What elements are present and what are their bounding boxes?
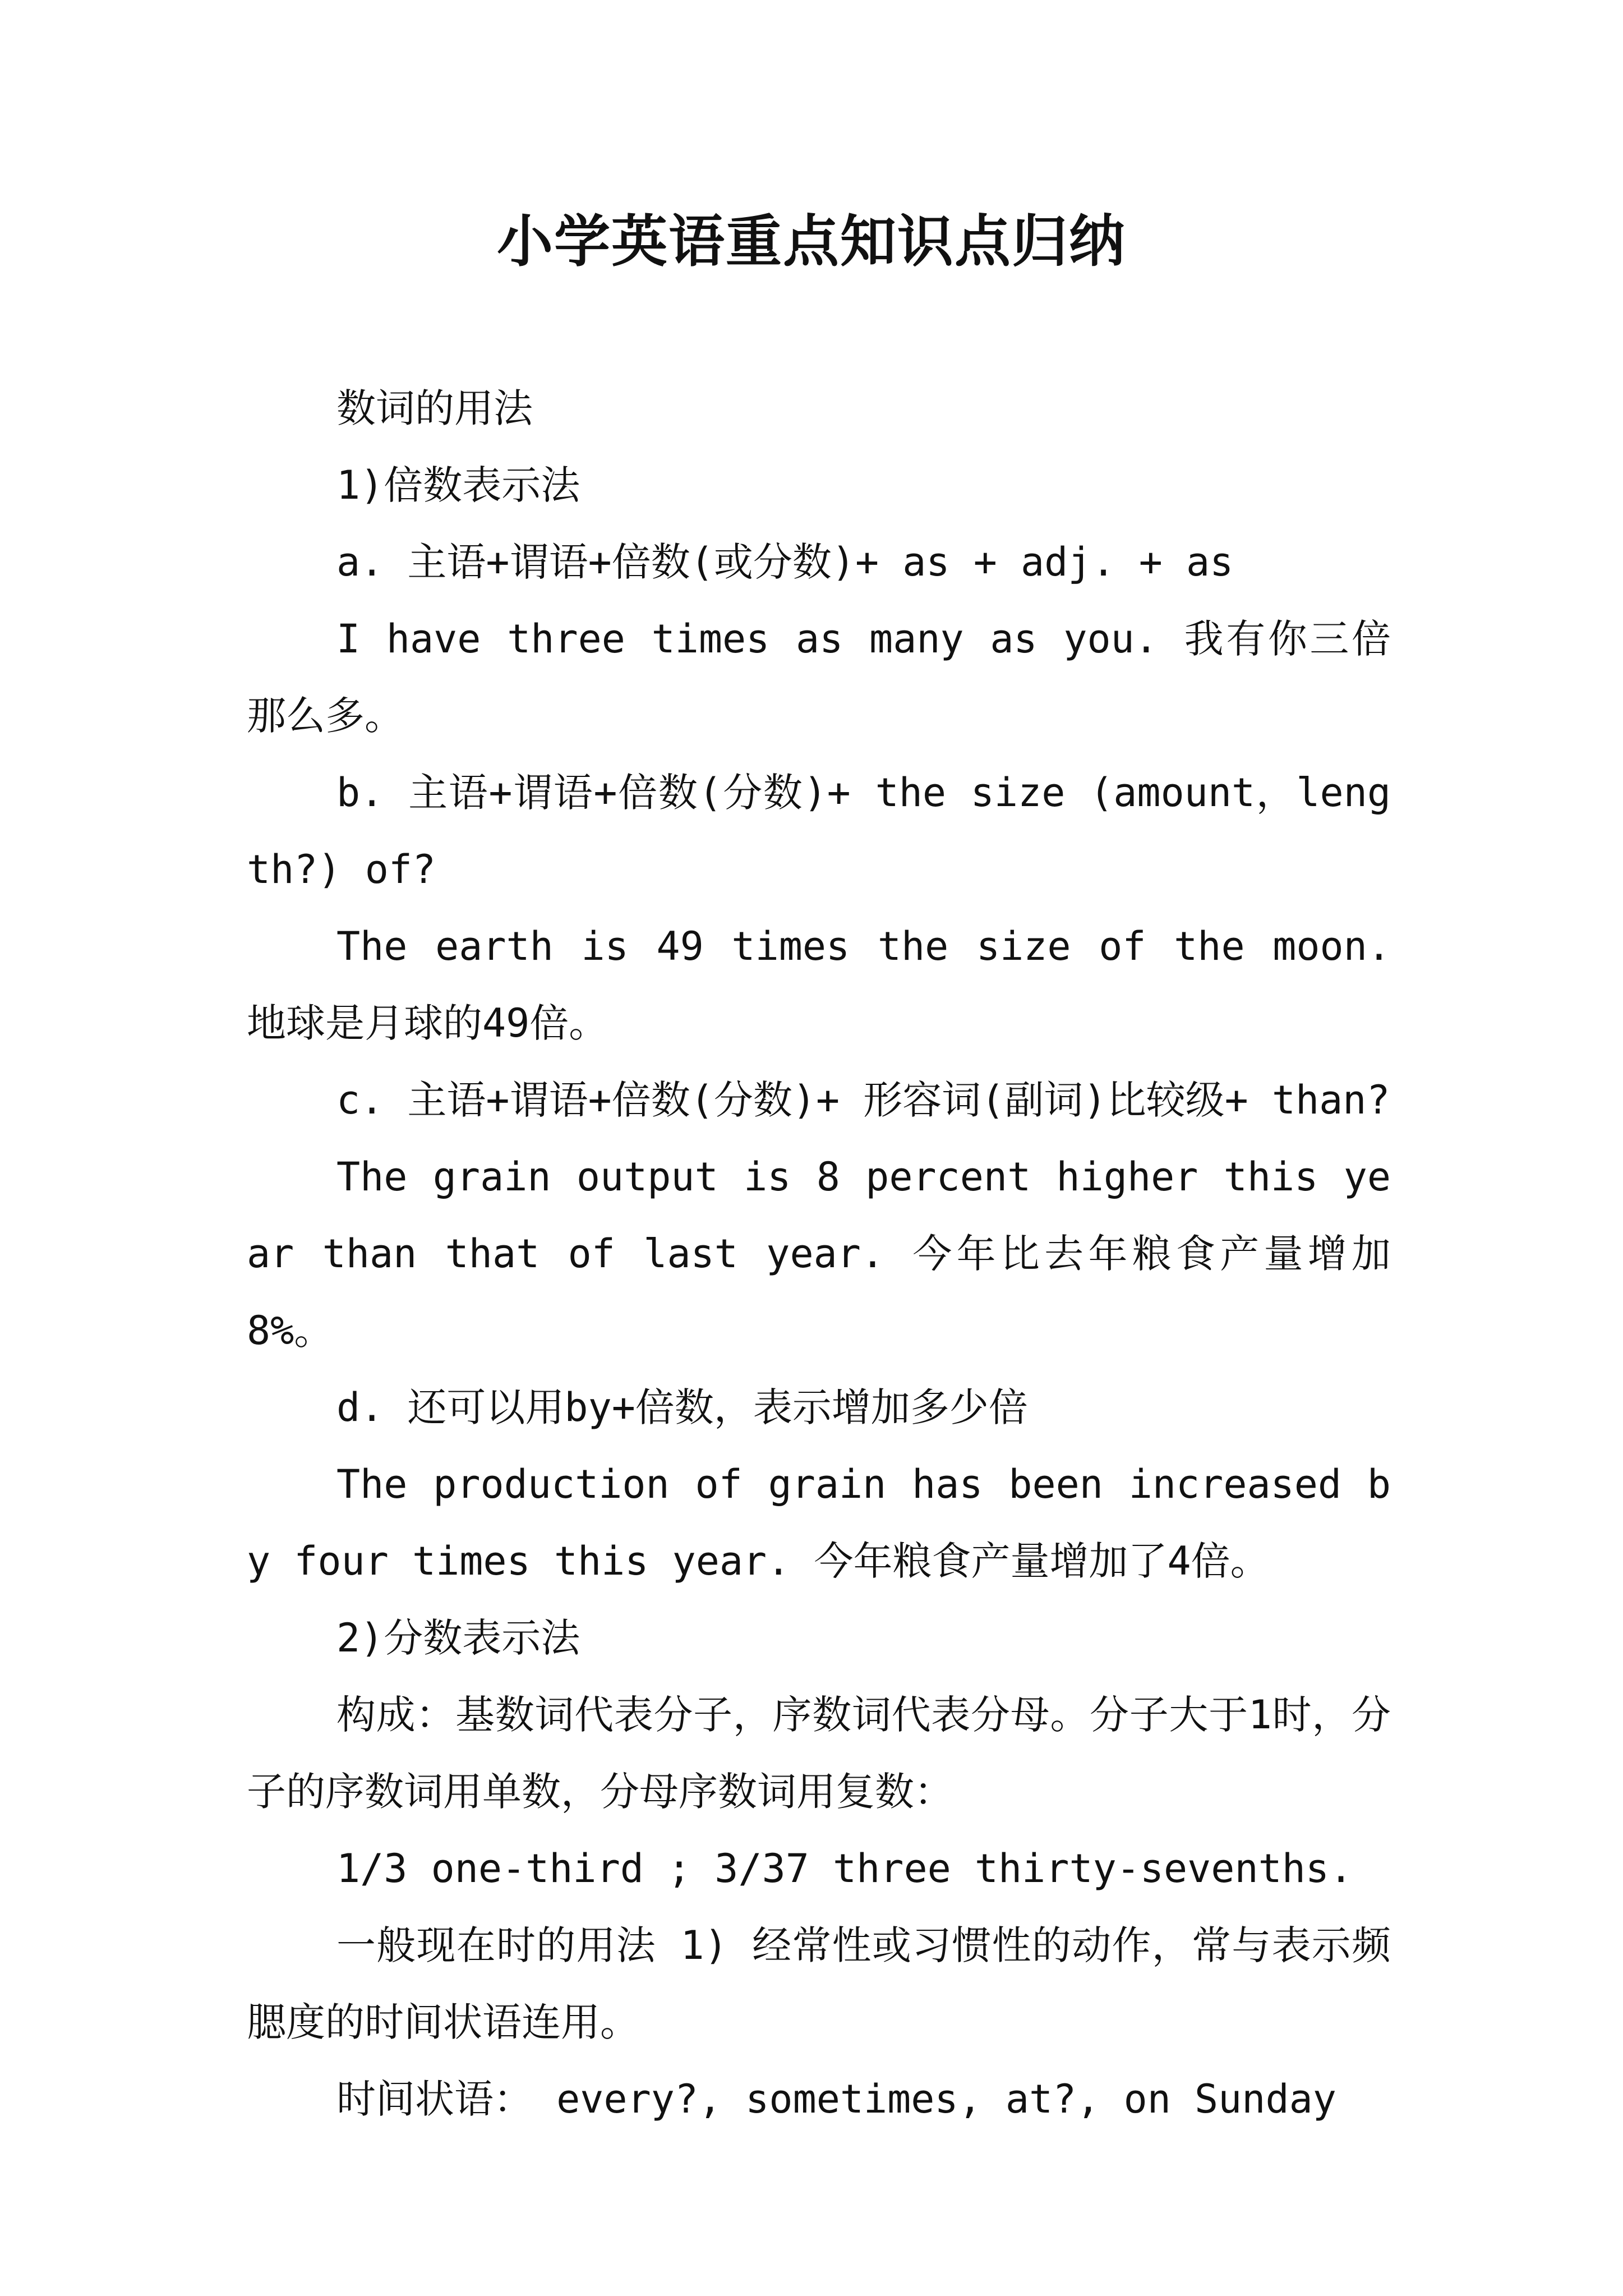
paragraph-example-a: I have three times as many as you. 我有你三倍那么多。 [247, 616, 1391, 739]
paragraph-example-b: The earth is 49 times the size of the moon. 地球是月球的49倍。 [247, 923, 1391, 1046]
paragraph-example-c: The grain output is 8 percent higher this year than that of last year. 今年比去年粮食产量增加8%。 [247, 1154, 1391, 1354]
paragraph-fractions-heading: 2)分数表示法 [336, 1615, 580, 1661]
paragraph-multiples-heading: 1)倍数表示法 [336, 462, 580, 508]
paragraph-fractions-rule: 构成：基数词代表分子，序数词代表分母。分子大于1时，分子的序数词用单数，分母序数词用复数： [247, 1692, 1391, 1815]
paragraph-pattern-c: c. 主语+谓语+倍数(分数)+ 形容词(副词)比较级+ than? [336, 1077, 1390, 1123]
paragraph-pattern-a: a. 主语+谓语+倍数(或分数)+ as + adj. + as [336, 539, 1234, 585]
paragraph-time-adverbials: 时间状语： every?, sometimes, at?, on Sunday [336, 2076, 1336, 2122]
paragraph-pattern-b: b. 主语+谓语+倍数(分数)+ the size (amount，length?) of? [247, 770, 1391, 892]
paragraph-present-tense: 一般现在时的用法 1) 经常性或习惯性的动作，常与表示频腮度的时间状语连用。 [247, 1922, 1391, 2045]
paragraph-pattern-d: d. 还可以用by+倍数，表示增加多少倍 [336, 1384, 1028, 1430]
paragraph-heading-numerals: 数词的用法 [336, 385, 533, 431]
paragraph-example-d: The production of grain has been increased by four times this year. 今年粮食产量增加了4倍。 [247, 1461, 1391, 1584]
paragraph-fractions-example: 1/3 one-third ; 3/37 three thirty-sevenths. [336, 1846, 1353, 1892]
document-title: 小学英语重点知识点归纳 [497, 208, 1126, 274]
document-body [247, 370, 1391, 2138]
